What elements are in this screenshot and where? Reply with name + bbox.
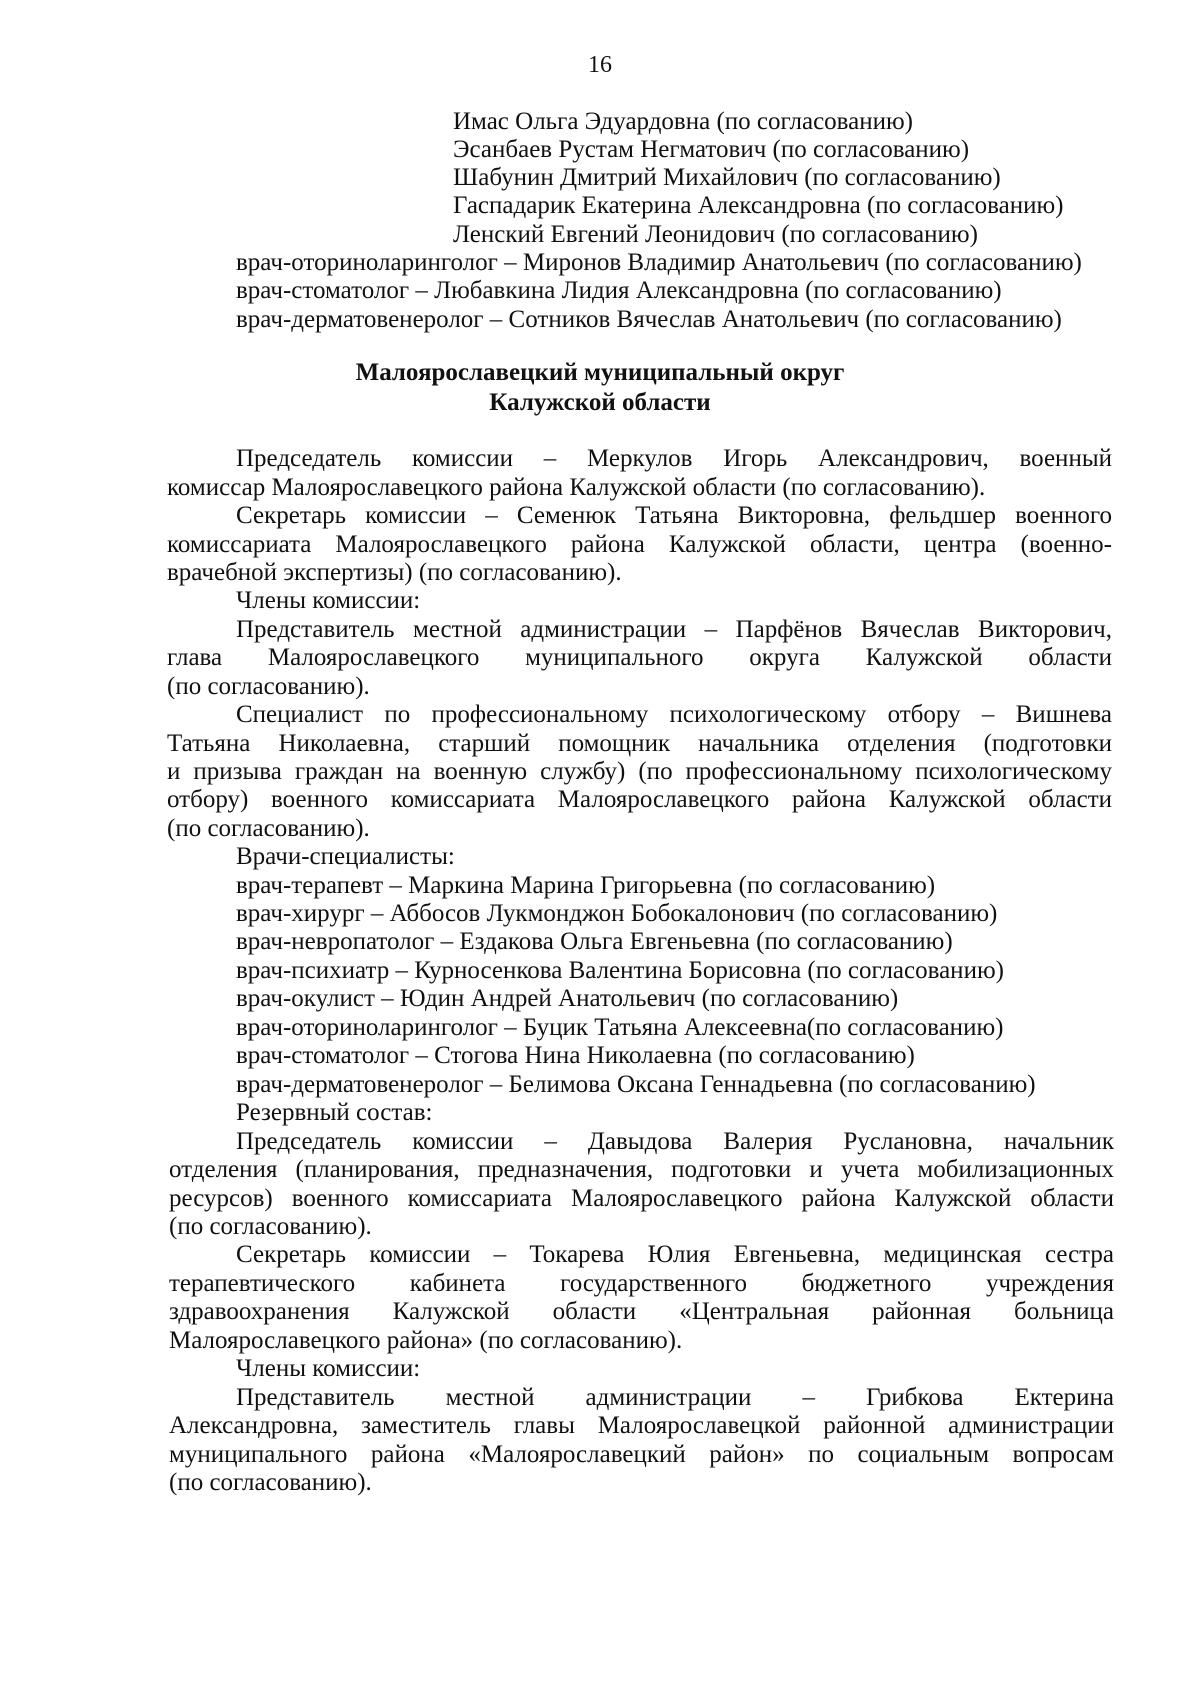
doctor-line: врач-терапевт – Маркина Марина Григорьевна (по согласованию) (236, 872, 936, 899)
reserve-local-rep-paragraph: Александровна, заместитель главы Малоярославецкой районной администрации (169, 1412, 1114, 1439)
psych-specialist-paragraph: Специалист по профессиональному психологическому отбору – Вишнева (236, 701, 1112, 728)
psych-specialist-paragraph: Татьяна Николаевна, старший помощник начальника отделения (подготовки (167, 730, 1112, 757)
member-line: Гаспадарик Екатерина Александровна (по согласованию) (453, 192, 1064, 219)
reserve-members-label: Члены комиссии: (236, 1355, 421, 1382)
reserve-secretary-paragraph: здравоохранения Калужской области «Центральная районная больница (169, 1298, 1114, 1325)
section-title-line-1: Малоярославецкий муниципальный округ (355, 359, 845, 386)
page-number: 16 (588, 52, 612, 78)
doctor-line: врач-невропатолог – Ездакова Ольга Евгеньевна (по согласованию) (236, 928, 953, 955)
reserve-secretary-paragraph: терапевтического кабинета государственного бюджетного учреждения (169, 1270, 1114, 1297)
doctor-line: врач-дерматовенеролог – Белимова Оксана Геннадьевна (по согласованию) (236, 1071, 1036, 1098)
reserve-secretary-paragraph: Малоярославецкого района» (по согласованию). (169, 1327, 683, 1354)
member-line: Шабунин Дмитрий Михайлович (по согласованию) (453, 164, 1001, 191)
reserve-local-rep-paragraph: (по согласованию). (169, 1469, 372, 1496)
reserve-label: Резервный состав: (236, 1099, 433, 1126)
member-line: Эсанбаев Рустам Негматович (по согласованию) (453, 136, 970, 163)
reserve-chairman-paragraph: отделения (планирования, предназначения, подготовки и учета мобилизационных (169, 1156, 1114, 1183)
psych-specialist-paragraph: и призыва граждан на военную службу) (по профессиональному психологическому (167, 758, 1112, 785)
secretary-paragraph: комиссариата Малоярославецкого района Калужской области, центра (военно- (167, 531, 1112, 558)
doctor-line: врач-психиатр – Курносенкова Валентина Борисовна (по согласованию) (236, 957, 1004, 984)
reserve-chairman-paragraph: (по согласованию). (169, 1213, 372, 1240)
doctor-line: врач-оториноларинголог – Буцик Татьяна Алексеевна(по согласованию) (236, 1014, 1004, 1041)
doctor-line: врач-стоматолог – Любавкина Лидия Александровна (по согласованию) (236, 277, 1002, 304)
reserve-chairman-paragraph: ресурсов) военного комиссариата Малоярославецкого района Калужской области (169, 1185, 1114, 1212)
doctor-line: врач-оториноларинголог – Миронов Владимир Анатольевич (по согласованию) (236, 249, 1082, 276)
section-title-line-2: Калужской области (489, 389, 711, 416)
psych-specialist-paragraph: отбору) военного комиссариата Малоярославецкого района Калужской области (167, 786, 1112, 813)
psych-specialist-paragraph: (по согласованию). (167, 815, 370, 842)
doctor-line: врач-хирург – Аббосов Лукмонджон Бобокалонович (по согласованию) (236, 900, 998, 927)
doctor-line: врач-дерматовенеролог – Сотников Вячеслав Анатольевич (по согласованию) (236, 306, 1062, 333)
member-line: Имас Ольга Эдуардовна (по согласованию) (453, 108, 913, 135)
members-label: Члены комиссии: (236, 587, 421, 614)
secretary-paragraph: врачебной экспертизы) (по согласованию). (167, 559, 622, 586)
member-line: Ленский Евгений Леонидович (по согласованию) (453, 221, 978, 248)
chairman-paragraph: комиссар Малоярославецкого района Калужской области (по согласованию). (167, 474, 986, 501)
reserve-local-rep-paragraph: муниципального района «Малоярославецкий район» по социальным вопросам (169, 1441, 1114, 1468)
local-rep-paragraph: (по согласованию). (167, 673, 370, 700)
secretary-paragraph: Секретарь комиссии – Семенюк Татьяна Викторовна, фельдшер военного (236, 502, 1112, 529)
reserve-chairman-paragraph: Председатель комиссии – Давыдова Валерия Руслановна, начальник (236, 1128, 1114, 1155)
doctor-line: врач-стоматолог – Стогова Нина Николаевна (по согласованию) (236, 1042, 915, 1069)
reserve-secretary-paragraph: Секретарь комиссии – Токарева Юлия Евгеньевна, медицинская сестра (236, 1241, 1114, 1268)
local-rep-paragraph: Представитель местной администрации – Парфёнов Вячеслав Викторович, (236, 616, 1112, 643)
doctor-line: врач-окулист – Юдин Андрей Анатольевич (по согласованию) (236, 985, 899, 1012)
local-rep-paragraph: глава Малоярославецкого муниципального округа Калужской области (167, 644, 1112, 671)
reserve-local-rep-paragraph: Представитель местной администрации – Грибкова Ектерина (236, 1384, 1114, 1411)
doctors-label: Врачи-специалисты: (236, 843, 455, 870)
chairman-paragraph: Председатель комиссии – Меркулов Игорь Александрович, военный (236, 445, 1112, 472)
